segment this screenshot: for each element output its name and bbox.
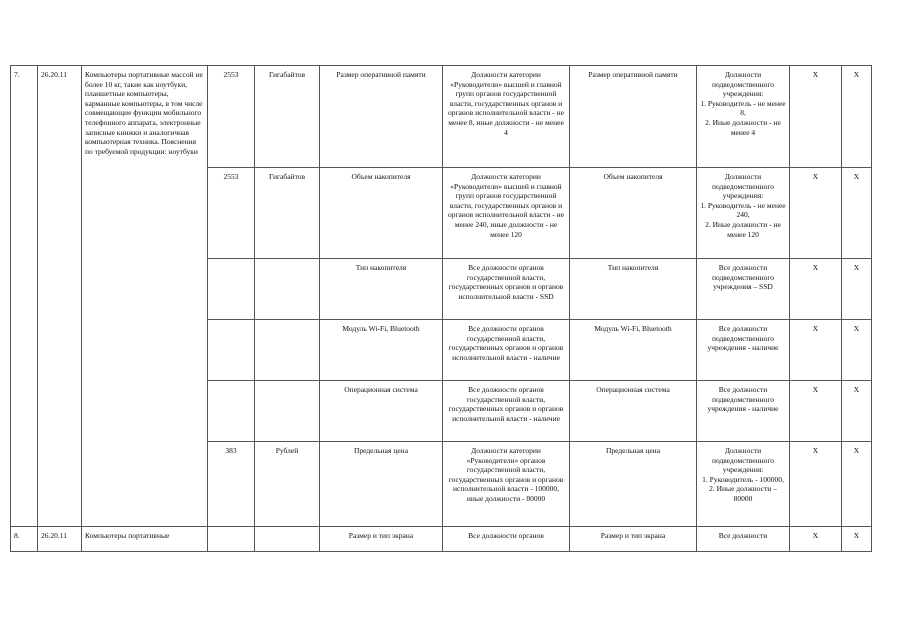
value-subordinate: Все должности подведомственного учреждения - наличие (697, 381, 790, 442)
x-mark: X (842, 168, 872, 259)
value-subordinate: Все должности подведомственного учреждения – SSD (697, 259, 790, 320)
x-mark: X (790, 527, 842, 552)
unit-name (255, 527, 320, 552)
unit-name (255, 381, 320, 442)
x-mark: X (790, 320, 842, 381)
table-row (11, 527, 872, 552)
value-subordinate: Должности подведомственного учреждения: 1. Руководитель - 100000, 2. Иные должности – 80000 (697, 442, 790, 527)
value-government: Все должности органов (443, 527, 570, 552)
product-name: Компьютеры портативные (82, 527, 208, 552)
characteristic-name: Предельная цена (320, 442, 443, 527)
x-mark: X (790, 442, 842, 527)
value-subordinate: Все должности (697, 527, 790, 552)
value-government: Все должности органов государственной власти, государственных органов и органов исполнительной власти - наличие (443, 320, 570, 381)
x-mark: X (790, 259, 842, 320)
characteristic-name: Размер оперативной памяти (320, 66, 443, 168)
value-government: Должности категории «Руководители» высшей и главной групп органов государственной власти, государственных органов и органов исполнительной власти - не менее 8, иные должности - не менее 4 (443, 66, 570, 168)
characteristic-name: Объем накопителя (320, 168, 443, 259)
okei-code (208, 320, 255, 381)
x-mark: X (842, 320, 872, 381)
characteristic-name: Модуль Wi-Fi, Bluetooth (320, 320, 443, 381)
characteristic-name-2: Объем накопителя (570, 168, 697, 259)
okei-code (208, 381, 255, 442)
characteristic-name-2: Тип накопителя (570, 259, 697, 320)
requirements-table (10, 65, 872, 552)
okpd2-code: 26.20.11 (38, 527, 82, 552)
unit-name: Рублей (255, 442, 320, 527)
characteristic-name-2: Размер оперативной памяти (570, 66, 697, 168)
unit-name (255, 259, 320, 320)
value-subordinate: Должности подведомственного учреждения: 1. Руководитель - не менее 240, 2. Иные должности - не менее 120 (697, 168, 790, 259)
okei-code: 383 (208, 442, 255, 527)
row-number: 8. (11, 527, 38, 552)
unit-name: Гигабайтов (255, 168, 320, 259)
x-mark: X (790, 381, 842, 442)
value-subordinate: Должности подведомственного учреждения: 1. Руководитель - не менее 8, 2. Иные должности - не менее 4 (697, 66, 790, 168)
x-mark: X (790, 168, 842, 259)
okei-code (208, 527, 255, 552)
table-row (11, 66, 872, 168)
value-government: Должности категории «Руководители» высшей и главной групп органов государственной власти, государственных органов и органов исполнительной власти - не менее 240, иные должности - не менее 120 (443, 168, 570, 259)
x-mark: X (842, 66, 872, 168)
okpd2-code: 26.20.11 (38, 66, 82, 527)
characteristic-name-2: Предельная цена (570, 442, 697, 527)
okei-code: 2553 (208, 168, 255, 259)
okei-code (208, 259, 255, 320)
characteristic-name: Операционная система (320, 381, 443, 442)
x-mark: X (842, 442, 872, 527)
characteristic-name-2: Операционная система (570, 381, 697, 442)
value-subordinate: Все должности подведомственного учреждения - наличие (697, 320, 790, 381)
characteristic-name: Размер и тип экрана (320, 527, 443, 552)
unit-name (255, 320, 320, 381)
value-government: Все должности органов государственной власти, государственных органов и органов исполнительной власти - SSD (443, 259, 570, 320)
product-name: Компьютеры портативные массой не более 10 кг, такие как ноутбуки, планшетные компьютеры, карманные компьютеры, в том числе совмещающие функции мобильного телефонного аппарата, электронные записные книжки и аналогичная компьютерная техника. Пояснения по требуемой продукции: ноутбуки (82, 66, 208, 527)
x-mark: X (842, 527, 872, 552)
x-mark: X (790, 66, 842, 168)
value-government: Должности категории «Руководители» органов государственной власти, государственных органов и органов исполнительной власти - 100000, иные должности - 80000 (443, 442, 570, 527)
unit-name: Гигабайтов (255, 66, 320, 168)
characteristic-name-2: Размер и тип экрана (570, 527, 697, 552)
x-mark: X (842, 381, 872, 442)
row-number: 7. (11, 66, 38, 527)
characteristic-name: Тип накопителя (320, 259, 443, 320)
value-government: Все должности органов государственной власти, государственных органов и органов исполнительной власти - наличие (443, 381, 570, 442)
x-mark: X (842, 259, 872, 320)
okei-code: 2553 (208, 66, 255, 168)
characteristic-name-2: Модуль Wi-Fi, Bluetooth (570, 320, 697, 381)
